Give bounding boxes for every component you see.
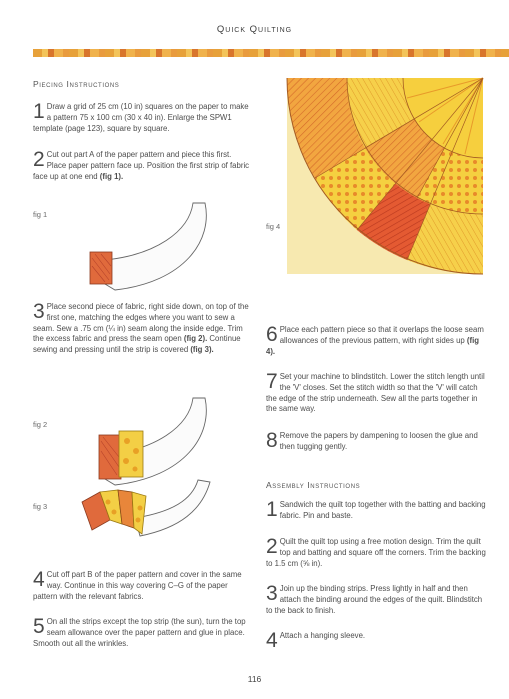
fig-4-label: fig 4 (266, 222, 281, 231)
decorative-fabric-band (33, 49, 509, 57)
running-header: Quick Quilting (216, 24, 293, 35)
fig-1-illustration (85, 200, 235, 300)
step-text: Place each pattern piece so that it overlaps the loose seam allowances of the previous pattern, with right sides up (279, 325, 484, 345)
piecing-step-8 (266, 431, 486, 453)
step-text-continued: Continue sewing and pressing until the strip is covered (33, 334, 241, 355)
page-number: 116 (247, 674, 262, 684)
piecing-step-2 (33, 150, 251, 182)
step-text: Join up the binding strips. Press lightly in half and then attach the binding around the edges of the quilt. Blindstitch to the back to finish. (266, 584, 483, 615)
step-text: Cut off part B of the paper pattern and cover in the same way. Continue in this way covering C–G of the paper pattern with the relevant fabrics. (33, 570, 242, 601)
assembly-step-3 (266, 584, 486, 616)
step-number: 4 (266, 629, 278, 652)
step-number: 3 (33, 300, 45, 323)
piecing-step-4 (33, 570, 251, 602)
piecing-step-6 (266, 325, 486, 357)
fig-3-label: fig 3 (33, 502, 48, 511)
step-number: 3 (266, 582, 278, 605)
step-text: Place second piece of fabric, right side down, on top of the first one, matching the edges where you want to sew a seam. Sew a .75 cm (¼ in) seam along the inside edge. Trim the excess fabric and press the seam open (33, 302, 249, 344)
piecing-step-7 (266, 372, 486, 415)
step-number: 1 (266, 498, 278, 521)
step-text: On all the strips except the top strip (the sun), turn the top seam allowance over the paper pattern and glue in place. Smooth out all the wrinkles. (33, 617, 246, 648)
figure-reference: (fig 4). (266, 335, 480, 356)
step-number: 5 (33, 615, 45, 638)
assembly-step-4 (266, 631, 486, 650)
step-number: 8 (266, 429, 278, 452)
figure-reference: (fig 2). (183, 334, 208, 344)
piecing-step-1 (33, 102, 251, 134)
piecing-heading: Piecing Instructions (33, 79, 120, 89)
step-text: Set your machine to blindstitch. Lower the stitch length until the 'V' closes. Set the stitch width so that the 'V' will catch the edge of the strip underneath. Sew all the parts together in the same way. (266, 372, 485, 414)
step-number: 7 (266, 370, 278, 393)
assembly-heading: Assembly Instructions (266, 480, 361, 490)
figure-reference: (fig 3). (190, 345, 214, 355)
step-text: Draw a grid of 25 cm (10 in) squares on the paper to make a pattern 75 x 100 cm (30 x 40 in). Enlarge the SPW1 template (page 123), square by square. (33, 102, 249, 133)
fig-2-label: fig 2 (33, 420, 48, 429)
step-number: 6 (266, 323, 278, 346)
assembly-step-2 (266, 537, 486, 569)
piecing-step-3 (33, 302, 251, 356)
fig-1-label: fig 1 (33, 210, 48, 219)
step-number: 1 (33, 100, 45, 123)
step-number: 4 (33, 568, 45, 591)
step-number: 2 (266, 535, 278, 558)
step-number: 2 (33, 148, 45, 171)
piecing-step-5 (33, 617, 251, 649)
figure-reference: (fig 1). (99, 171, 124, 181)
step-text: Quilt the quilt top using a free motion design. Trim the quilt top and batting and square off the corners. Trim the backing to 1.5 cm (⅝ in). (266, 537, 486, 568)
fig-4-fan-quilt-illustration (287, 78, 483, 274)
fig-3-illustration (80, 478, 240, 548)
step-text: Sandwich the quilt top together with the batting and backing fabric. Pin and baste. (279, 500, 486, 520)
step-text: Attach a hanging sleeve. (279, 631, 366, 640)
step-text: Cut out part A of the paper pattern and piece this first. Place paper pattern face up. Position the first strip of fabric face up at one end (33, 150, 250, 181)
assembly-step-1 (266, 500, 486, 522)
step-text: Remove the papers by dampening to loosen the glue and then tugging gently. (279, 431, 478, 451)
